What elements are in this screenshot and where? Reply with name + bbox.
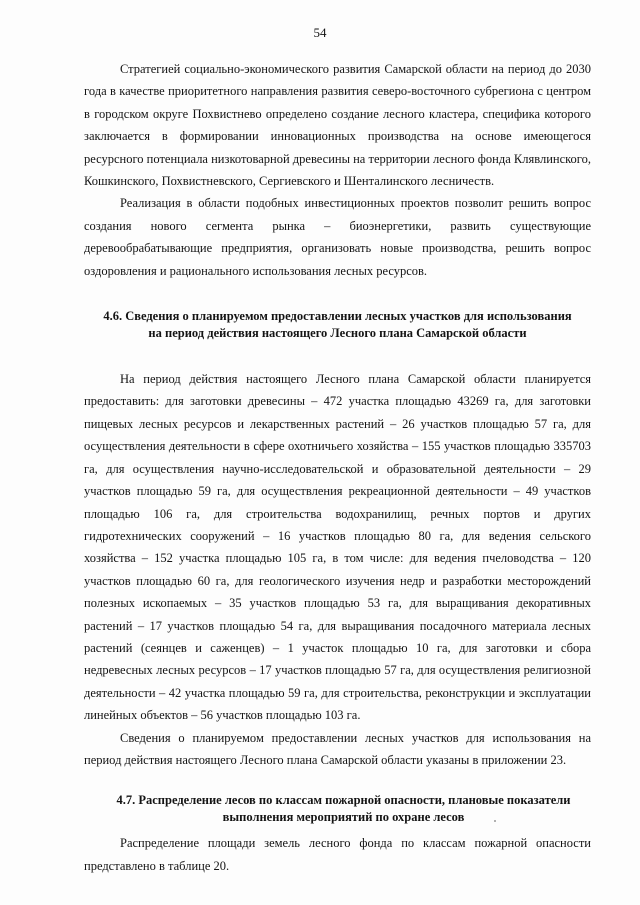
scan-speck — [494, 820, 496, 822]
section-4-6-heading-block — [84, 308, 591, 342]
paragraph-investment: Реализация в области подобных инвестиционных проектов позволит решить вопрос создания нового сегмента рынка – биоэнергетики, развить существующие деревообрабатывающие предприятия, организовать новые производства, решить вопрос оздоровления и рационального использования лесных ресурсов. — [84, 196, 591, 278]
section-4-6-heading-line-1: 4.6. Сведения о планируемом предоставлении лесных участков для использования — [103, 309, 572, 324]
paragraph-planned-plots: На период действия настоящего Лесного плана Самарской области планируется предоставить: для заготовки древесины – 472 участка площадью 43269 га, для заготовки пищевых лесных ресурсов и лекарственных растений – 26 участков площадью 57 га, для осуществления деятельности в сфере охотничьего хозяйства – 155 участков площадью 335703 га, для осуществления научно-исследовательской и образовательной деятельности – 29 участков площадью 59 га, для осуществления рекреационной деятельности – 49 участков площадью 106 га, для строительства водохранилищ, речных портов и других гидротехнических сооружений – 16 участков площадью 80 га, для ведения сельского хозяйства – 152 участка площадью 105 га, в том числе: для ведения пчеловодства – 120 участков площадью 60 га, для геологического изучения недр и разработки месторождений полезных ископаемых – 35 участков площадью 53 га, для выращивания декоративных растений – 17 участков площадью 54 га, для выращивания посадочного материала лесных растений (сеянцев и саженцев) – 1 участок площадью 10 га, для заготовки и сбора недревесных лесных ресурсов – 17 участков площадью 57 га, для осуществления религиозной деятельности – 42 участка площадью 59 га, для строительства, реконструкции и эксплуатации линейных объектов – 56 участков площадью 103 га. — [84, 372, 591, 723]
page-number: 54 — [313, 25, 327, 40]
paragraph-fire-classes: Распределение площади земель лесного фонда по классам пожарной опасности представлено в таблице 20. — [84, 836, 591, 873]
section-4-6-heading-line-2: на период действия настоящего Лесного плана Самарской области — [148, 326, 527, 341]
paragraph-strategy: Стратегией социально-экономического развития Самарской области на период до 2030 года в качестве приоритетного направления развития северо-восточного субрегиона с центром в городском округе Похвистнево определено создание лесного кластера, специфика которого заключается в формировании инновационных производства на основе имеющегося ресурсного потенциала низкотоварной древесины на территории лесного фонда Клявлинского, Кошкинского, Похвистневского, Сергиевского и Шенталинского лесничеств. — [84, 62, 591, 189]
page-body — [84, 58, 591, 877]
section-4-7-heading-line-1: 4.7. Распределение лесов по классам пожарной опасности, плановые показатели — [116, 793, 571, 808]
paragraph-appendix-reference: Сведения о планируемом предоставлении лесных участков для использования на период действия настоящего Лесного плана Самарской области указаны в приложении 23. — [84, 730, 591, 767]
section-4-7-heading-block — [84, 792, 591, 826]
section-4-7-heading-line-2: выполнения мероприятий по охране лесов — [222, 810, 465, 825]
